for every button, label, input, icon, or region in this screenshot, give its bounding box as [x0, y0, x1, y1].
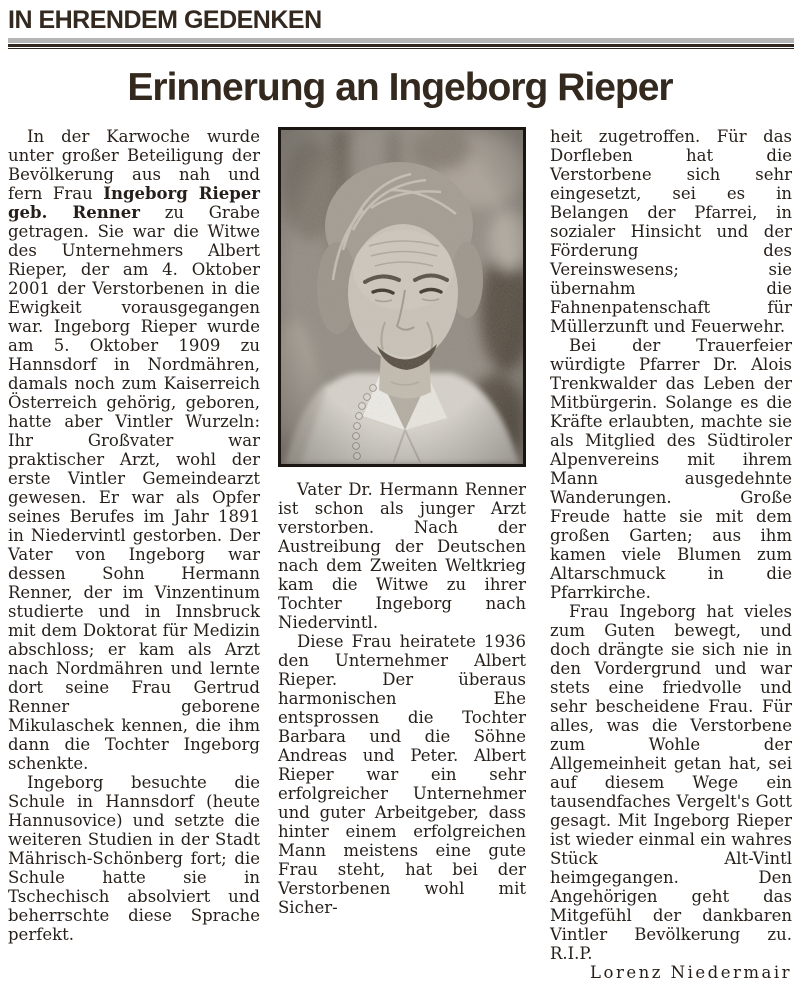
body-text: In der Karwoche wurde unter großer Beteiligung der Bevölkerung aus nah und fern Frau [8, 127, 260, 203]
body-text: Ingeborg besuchte die Schule in Hannsdorf (heute Hannusovice) und setzte die weiteren Studien in der Stadt Mährisch-Schönberg fort; die Schule hatte sie in Tschechisch absolviert und beherrschte diese Sprache perfekt. [8, 773, 260, 944]
column-1 [8, 127, 260, 944]
body-text: Vater Dr. Hermann Renner ist schon als junger Arzt verstorben. Nach der Austreibung der Deutschen nach dem Zweiten Weltkrieg kam die Witwe zu ihrer Tochter Ingeborg nach Niedervintl. [278, 480, 526, 632]
column-2 [278, 127, 526, 917]
author-signature: Lorenz Niedermair [590, 963, 792, 982]
body-text: Frau Ingeborg hat vieles zum Guten bewegt, und doch drängte sie sich nie in den Vordergrund und war stets eine friedvolle und sehr bescheidene Frau. Für alles, was die Verstorbene zum Wohle der Allgemeinheit getan hat, sei auf diesem Wege ein tausendfaches Vergelt's Gott gesagt. Mit Ingeborg Rieper ist wieder einmal ein wahres Stück Alt-Vintl heimgegangen. Den Angehörigen geht das Mitgefühl der dankbaren Vintler Bevölkerung zu. R.I.P. [550, 602, 792, 963]
column-3-text [550, 127, 792, 963]
paragraph [8, 773, 260, 944]
paragraph [550, 127, 792, 336]
bold-text: Ingeborg Rieper geb. Renner [8, 184, 260, 222]
section-kicker: IN EHRENDEM GEDENKEN [8, 6, 322, 34]
article-headline: Erinnerung an Ingeborg Rieper [127, 66, 673, 109]
body-text: Diese Frau heiratete 1936 den Unternehmer Albert Rieper. Der überaus harmonischen Ehe entsprossen die Tochter Barbara und die Söhne Andreas und Peter. Albert Rieper war ein sehr erfolgreicher Unternehmer und guter Arbeitgeber, dass hinter einem erfolgreichen Mann meistens eine gute Frau steht, hat bei der Verstorbenen wohl mit Sicher- [278, 632, 526, 917]
body-text: heit zugetroffen. Für das Dorfleben hat die Verstorbene sich sehr eingesetzt, sei es in Belangen der Pfarrei, in sozialer Hinsicht und der Förderung des Vereinswesens; sie übernahm die Fahnenpatenschaft für Müllerzunft und Feuerwehr. [550, 127, 792, 336]
paragraph [550, 336, 792, 602]
body-text: Bei der Trauerfeier würdigte Pfarrer Dr. Alois Trenkwalder das Leben der Mitbürgerin. Solange es die Kräfte erlaubten, machte sie als Mitglied des Südtiroler Alpenvereins mit ihrem Mann ausgedehnte Wanderungen. Große Freude hatte sie mit dem großen Garten; aus ihm kamen viele Blumen zum Altarschmuck in die Pfarrkirche. [550, 336, 792, 602]
paragraph [278, 632, 526, 917]
article-columns [8, 127, 792, 982]
portrait-photo [278, 127, 526, 467]
paragraph [278, 480, 526, 632]
rule-thin-line [8, 48, 794, 49]
column-1-text [8, 127, 260, 944]
section-rule [8, 38, 794, 49]
portrait-photo-illustration [281, 130, 523, 464]
paragraph [8, 127, 260, 773]
column-3 [550, 127, 792, 982]
body-text: zu Grabe getragen. Sie war die Witwe des Unternehmers Albert Rieper, der am 4. Oktober 2001 der Verstorbenen in die Ewigkeit vorausgegangen war. Ingeborg Rieper wurde am 5. Oktober 1909 zu Hannsdorf in Nordmähren, damals noch zum Kaiserreich Österreich gehörig, geboren, hatte aber Vintler Wurzeln: Ihr Großvater war praktischer Arzt, wohl der erste Vintler Gemeindearzt gewesen. Er war als Opfer seines Berufes im Jahr 1891 in Niedervintl gestorben. Der Vater von Ingeborg war dessen Sohn Hermann Renner, der im Vinzentinum studierte und in Innsbruck mit dem Doktorat für Medizin abschloss; er kam als Arzt nach Nordmähren und lernte dort seine Frau Gertrud Renner geborene Mikulaschek kennen, die ihm dann die Tochter Ingeborg schenkte. [8, 203, 260, 773]
paragraph [550, 602, 792, 963]
column-2-text [278, 480, 526, 917]
